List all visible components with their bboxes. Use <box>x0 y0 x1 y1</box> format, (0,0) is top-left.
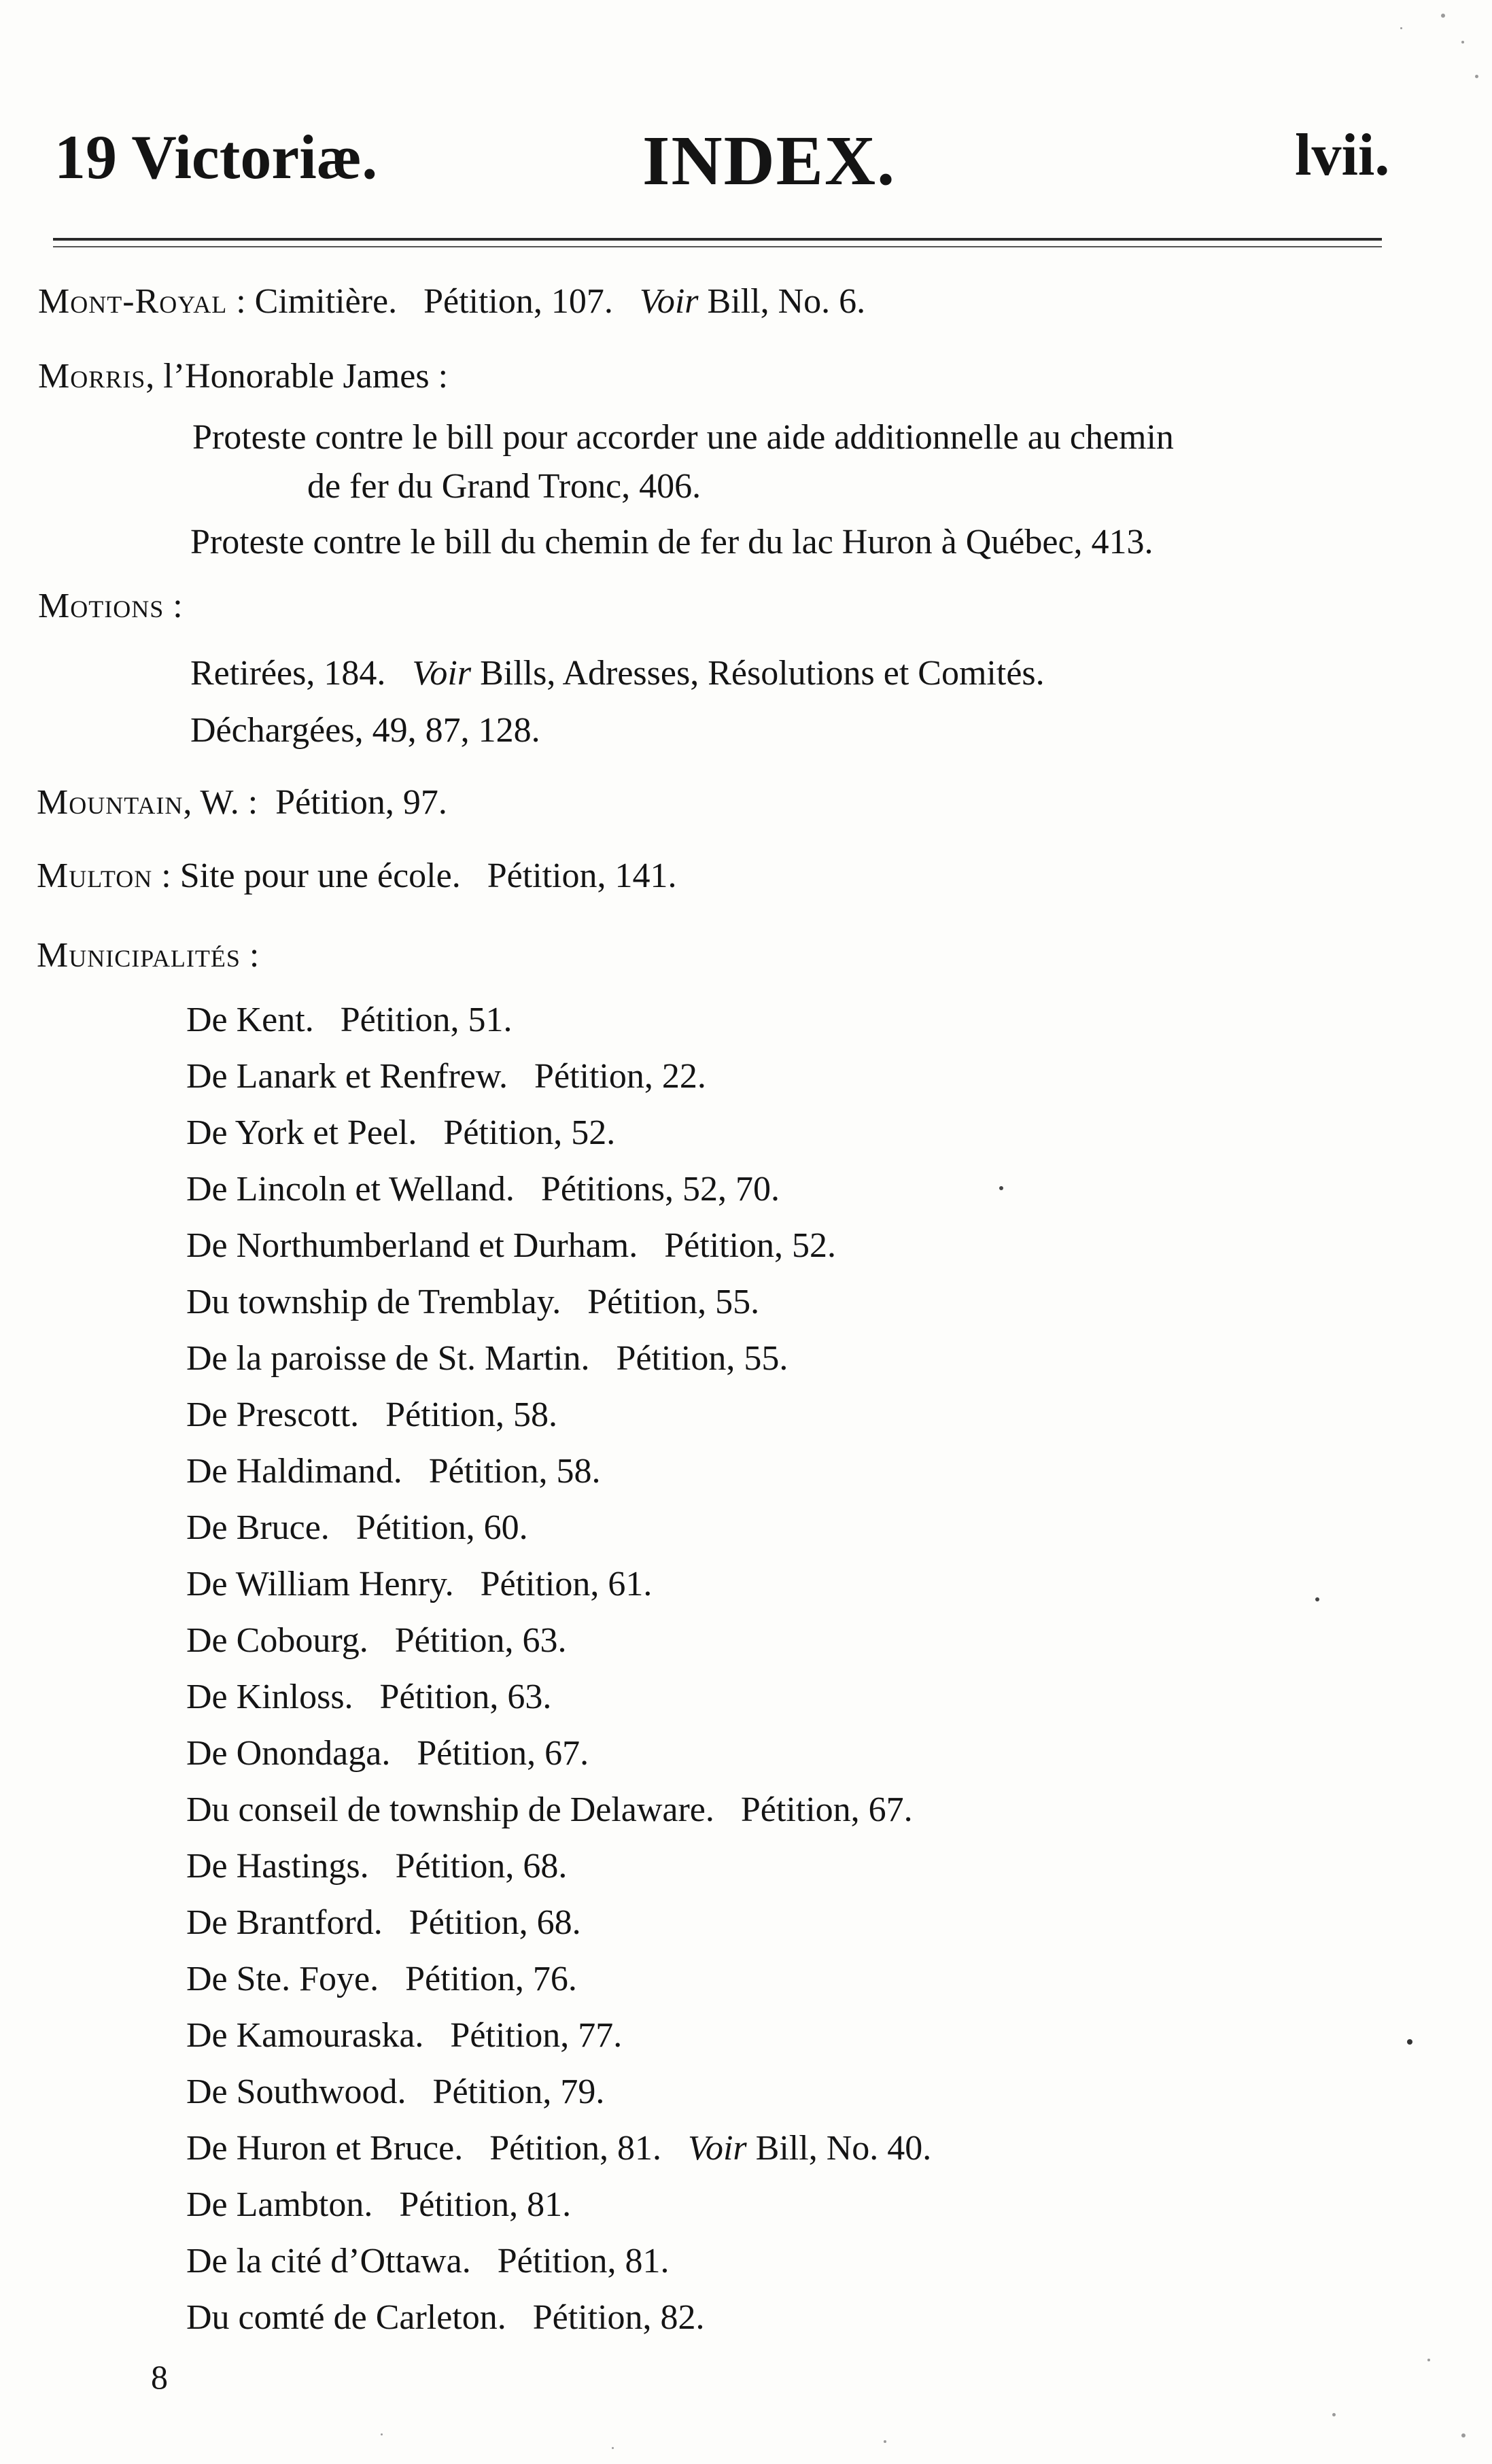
entry-text: : Cimitière. Pétition, 107. <box>227 282 640 321</box>
entry-municipalites <box>37 938 259 973</box>
list-item: De Lanark et Renfrew. Pétition, 22. <box>186 1057 706 1096</box>
entry-heading: Motions <box>38 587 164 625</box>
entry-heading: Multon <box>37 856 153 895</box>
signature-mark: 8 <box>151 2358 168 2396</box>
entry-text: , l’Honorable James : <box>145 357 449 396</box>
voir-reference: Voir <box>687 2129 747 2168</box>
entry-morris <box>38 359 448 394</box>
list-item: De Onondaga. Pétition, 67. <box>186 1734 589 1773</box>
entry-heading: Mountain <box>37 783 184 822</box>
running-head-left: 19 Victoriæ. <box>54 122 378 192</box>
sub-entry: Proteste contre le bill du chemin de fer du lac Huron à Québec, 413. <box>190 523 1153 561</box>
voir-reference: Voir <box>639 282 699 321</box>
list-item: De Haldimand. Pétition, 58. <box>186 1452 601 1491</box>
entry-mont-royal <box>38 284 865 319</box>
sub-entry-text: Retirées, 184. <box>190 654 413 693</box>
list-item: Du conseil de township de Delaware. Pétition, 67. <box>186 1790 913 1829</box>
list-item: Du township de Tremblay. Pétition, 55. <box>186 1283 760 1321</box>
header-rule-thin <box>53 246 1382 247</box>
list-item: De Kamouraska. Pétition, 77. <box>186 2016 623 2055</box>
list-item: De York et Peel. Pétition, 52. <box>186 1113 616 1152</box>
page-title: INDEX. <box>642 122 897 200</box>
sub-entry: Proteste contre le bill pour accorder une aide additionnelle au chemin <box>192 418 1174 457</box>
list-item: De Northumberland et Durham. Pétition, 52. <box>186 1226 837 1265</box>
entry-text: Bill, No. 6. <box>698 282 866 321</box>
list-item: De Ste. Foye. Pétition, 76. <box>186 1960 577 1998</box>
entry-text: : <box>240 936 260 975</box>
list-item: De Brantford. Pétition, 68. <box>186 1903 581 1942</box>
entry-text: : Site pour une école. Pétition, 141. <box>152 856 677 895</box>
list-item: De Bruce. Pétition, 60. <box>186 1508 528 1547</box>
entry-heading: Mont-Royal <box>38 282 228 321</box>
sub-entry <box>190 656 1045 691</box>
list-item <box>186 2131 931 2166</box>
list-item: De Hastings. Pétition, 68. <box>186 1847 568 1886</box>
entry-multon <box>37 858 676 894</box>
list-item: De Lambton. Pétition, 81. <box>186 2185 572 2224</box>
list-item: De William Henry. Pétition, 61. <box>186 1565 653 1603</box>
list-item: Du comté de Carleton. Pétition, 82. <box>186 2298 705 2337</box>
entry-text: , W. : Pétition, 97. <box>183 783 447 822</box>
list-item: De Prescott. Pétition, 58. <box>186 1395 557 1434</box>
list-item: De la paroisse de St. Martin. Pétition, 55. <box>186 1339 788 1378</box>
entry-heading: Morris <box>38 357 146 396</box>
list-item: De Cobourg. Pétition, 63. <box>186 1621 567 1660</box>
entry-motions <box>38 589 183 624</box>
header-rule <box>53 238 1382 241</box>
sub-entry-continuation: de fer du Grand Tronc, 406. <box>307 467 701 506</box>
sub-entry-text: Bills, Adresses, Résolutions et Comités. <box>471 654 1045 693</box>
list-item: De Kinloss. Pétition, 63. <box>186 1678 552 1716</box>
entry-mountain <box>37 785 447 820</box>
list-item: De Lincoln et Welland. Pétitions, 52, 70. <box>186 1170 780 1209</box>
list-item: De Kent. Pétition, 51. <box>186 1001 513 1039</box>
list-item-text: De Huron et Bruce. Pétition, 81. <box>186 2129 661 2168</box>
entry-text: : <box>164 587 183 625</box>
list-item: De Southwood. Pétition, 79. <box>186 2072 605 2111</box>
entry-heading: Municipalités <box>37 936 241 975</box>
page-number: lvii. <box>1295 122 1390 188</box>
voir-reference: Voir <box>412 654 472 693</box>
list-item-text: Bill, No. 40. <box>746 2129 932 2168</box>
sub-entry: Déchargées, 49, 87, 128. <box>190 711 540 750</box>
list-item: De la cité d’Ottawa. Pétition, 81. <box>186 2242 670 2280</box>
